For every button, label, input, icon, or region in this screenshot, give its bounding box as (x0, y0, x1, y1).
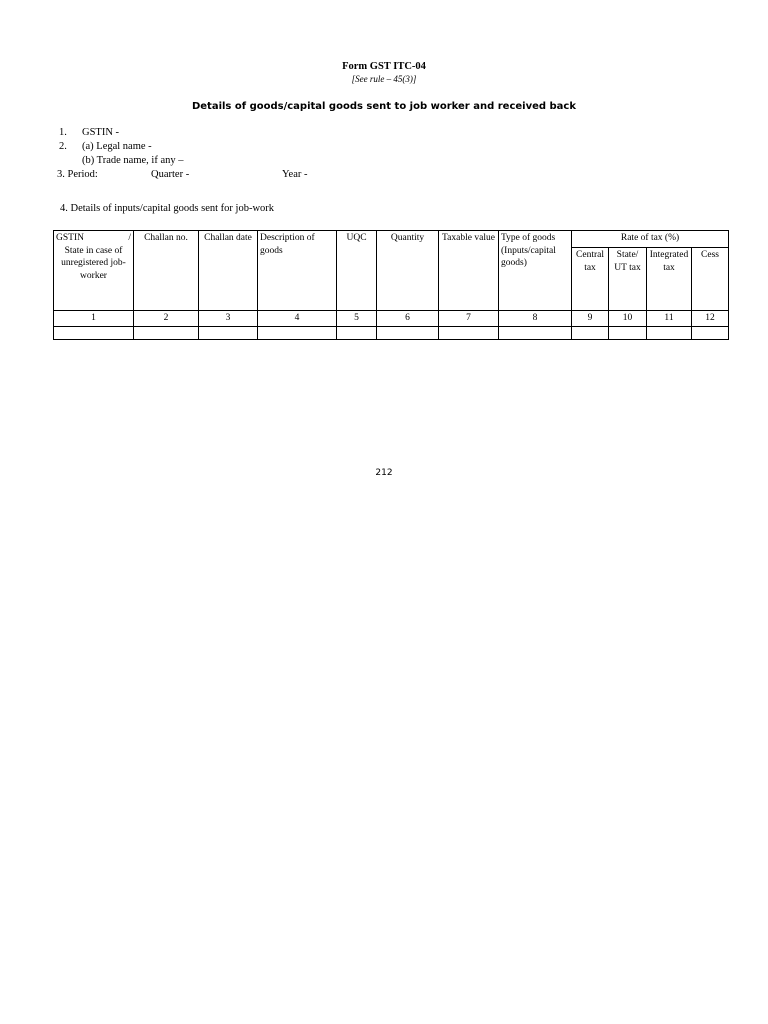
column-number: 11 (647, 311, 692, 327)
table-cell (134, 326, 199, 339)
gstin-column-header (54, 231, 134, 311)
table-cell (258, 326, 337, 339)
column-number: 3 (199, 311, 258, 327)
item-1-number: 1. (59, 127, 67, 138)
gstin-header-slash: / (128, 233, 131, 243)
quarter-field-label: Quarter - (151, 169, 190, 180)
page-heading: Details of goods/capital goods sent to job worker and received back (191, 101, 577, 112)
page-number: 212 (375, 468, 393, 478)
year-field-label: Year - (282, 169, 308, 180)
rule-reference: [See rule – 45(3)] (351, 74, 417, 84)
column-number: 1 (54, 311, 134, 327)
column-number: 5 (337, 311, 377, 327)
table-cell (572, 326, 609, 339)
challan-no-header: Challan no. (134, 231, 199, 311)
column-number: 4 (258, 311, 337, 327)
period-field-label: 3. Period: (57, 169, 98, 180)
type-of-goods-header: Type of goods (Inputs/capital goods) (499, 231, 572, 311)
gstin-field-label: GSTIN - (82, 127, 120, 138)
rate-of-tax-header: Rate of tax (%) (572, 231, 729, 248)
column-number: 8 (499, 311, 572, 327)
cess-header: Cess (692, 248, 729, 311)
table-cell (337, 326, 377, 339)
trade-name-field-label: (b) Trade name, if any – (82, 155, 184, 166)
item-2-number: 2. (59, 141, 67, 152)
table-cell (439, 326, 499, 339)
form-title: Form GST ITC-04 (342, 61, 426, 72)
section-4-title: 4. Details of inputs/capital goods sent for job-work (60, 203, 275, 214)
empty-data-row (54, 326, 729, 339)
table-cell (54, 326, 134, 339)
gstin-header-label: GSTIN (56, 233, 84, 243)
legal-name-field-label: (a) Legal name - (82, 141, 152, 152)
column-number: 7 (439, 311, 499, 327)
table-cell (692, 326, 729, 339)
central-tax-header: Central tax (572, 248, 609, 311)
state-ut-tax-header: State/ UT tax (609, 248, 647, 311)
quantity-header: Quantity (377, 231, 439, 311)
uqc-header: UQC (337, 231, 377, 311)
column-number-row (54, 311, 729, 327)
job-work-table (53, 230, 729, 340)
table-cell (499, 326, 572, 339)
challan-date-header: Challan date (199, 231, 258, 311)
gstin-header-subtext: State in case of unregistered job-worker (61, 245, 126, 281)
column-number: 9 (572, 311, 609, 327)
description-header: Description of goods (258, 231, 337, 311)
integrated-tax-header: Integrated tax (647, 248, 692, 311)
table-cell (377, 326, 439, 339)
column-number: 12 (692, 311, 729, 327)
column-number: 6 (377, 311, 439, 327)
table-cell (647, 326, 692, 339)
table-cell (609, 326, 647, 339)
column-number: 10 (609, 311, 647, 327)
taxable-value-header: Taxable value (439, 231, 499, 311)
column-number: 2 (134, 311, 199, 327)
table-cell (199, 326, 258, 339)
